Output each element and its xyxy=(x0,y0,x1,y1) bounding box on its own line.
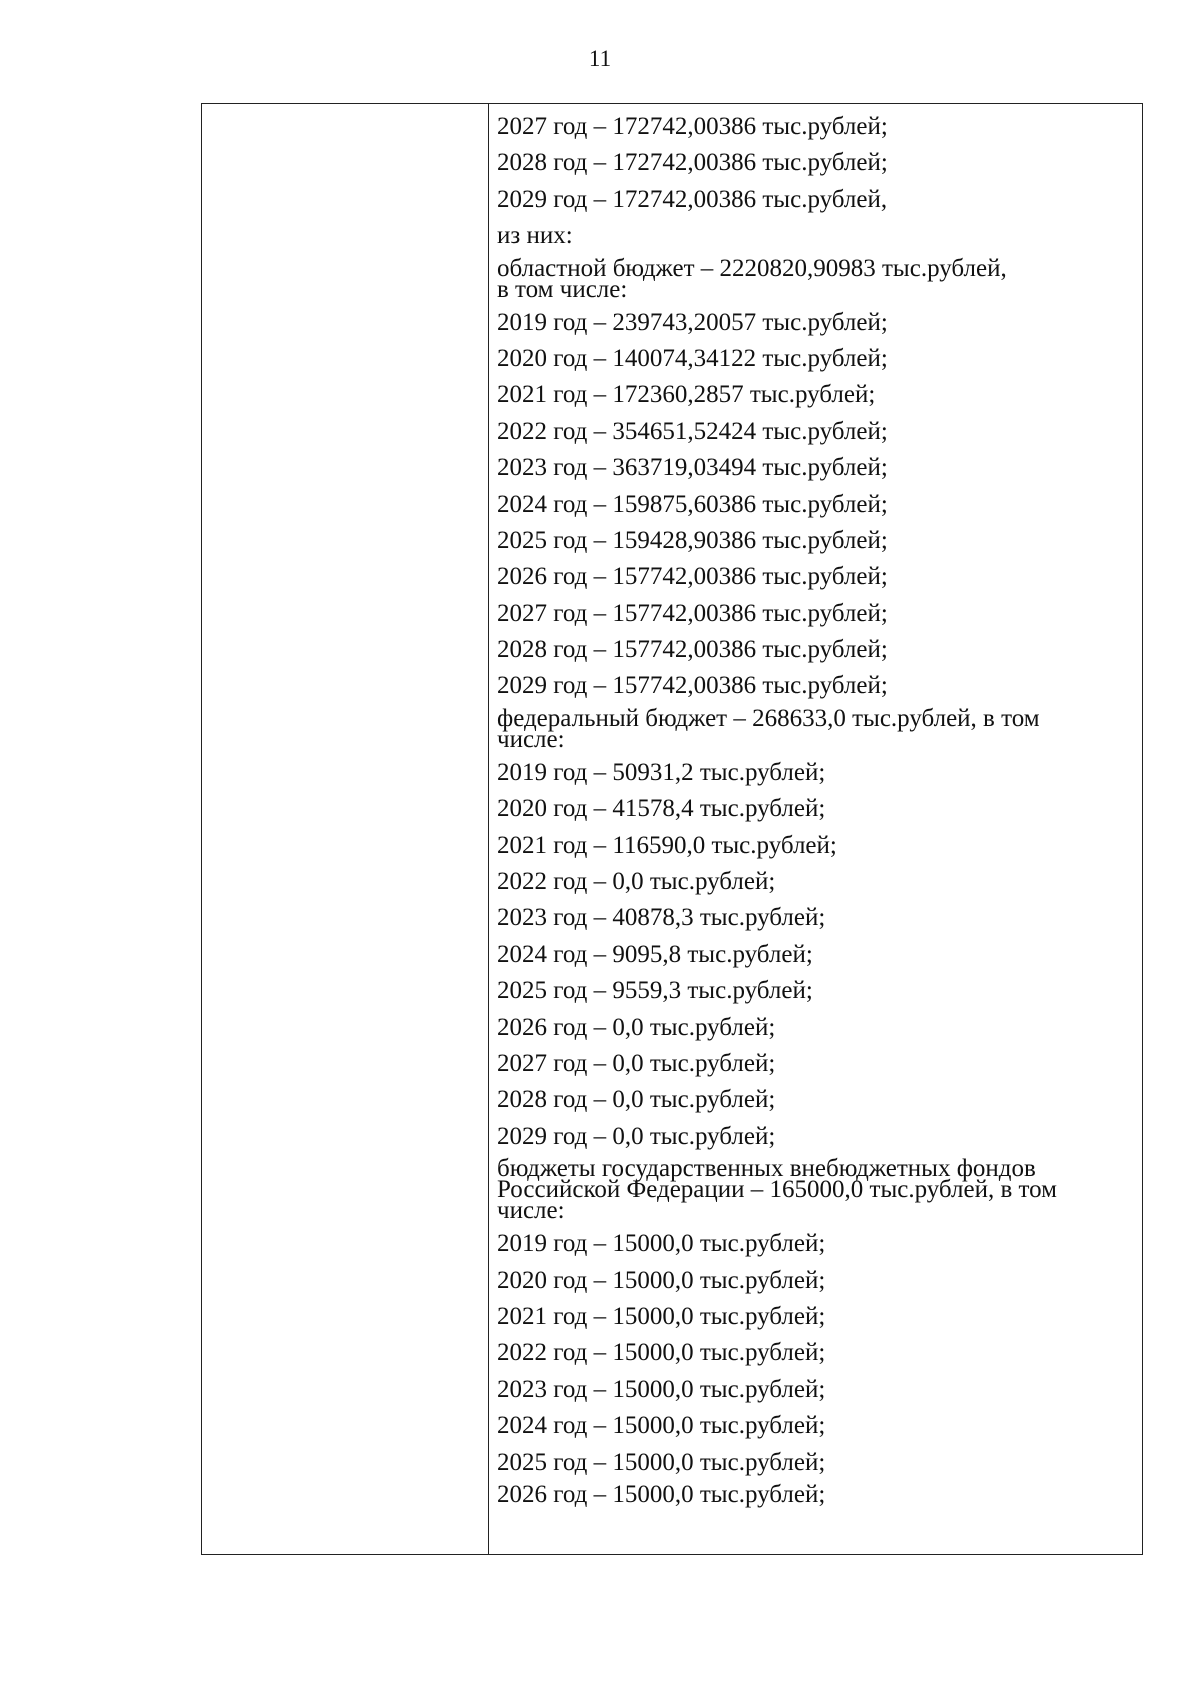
budget-line: 2019 год – 50931,2 тыс.рублей; xyxy=(497,758,826,786)
budget-line: 2021 год – 116590,0 тыс.рублей; xyxy=(497,831,837,859)
regional-budget-heading: областной бюджет – 2220820,90983 тыс.рублей, в том числе: xyxy=(497,254,1007,303)
budget-line: 2028 год – 157742,00386 тыс.рублей; xyxy=(497,636,888,664)
budget-line: 2026 год – 15000,0 тыс.рублей; xyxy=(497,1480,826,1508)
budget-line: 2026 год – 0,0 тыс.рублей; xyxy=(497,1013,776,1041)
table-label-column xyxy=(202,104,489,1554)
budget-table xyxy=(201,103,1143,1555)
budget-line: 2019 год – 239743,20057 тыс.рублей; xyxy=(497,308,888,336)
budget-line: 2024 год – 159875,60386 тыс.рублей; xyxy=(497,490,888,518)
budget-line: 2026 год – 157742,00386 тыс.рублей; xyxy=(497,563,888,591)
budget-line: 2023 год – 363719,03494 тыс.рублей; xyxy=(497,454,888,482)
budget-line: 2019 год – 15000,0 тыс.рублей; xyxy=(497,1230,826,1258)
budget-line: 2027 год – 172742,00386 тыс.рублей; xyxy=(497,113,888,140)
budget-line: 2024 год – 15000,0 тыс.рублей; xyxy=(497,1412,826,1440)
table-value-column xyxy=(489,104,1142,1554)
extrabudgetary-funds-heading: бюджеты государственных внебюджетных фондов Российской Федерации – 165000,0 тыс.рублей, в том числе: xyxy=(497,1155,1057,1225)
budget-line: 2028 год – 172742,00386 тыс.рублей; xyxy=(497,149,888,177)
budget-line: 2023 год – 40878,3 тыс.рублей; xyxy=(497,904,826,932)
budget-line: 2022 год – 0,0 тыс.рублей; xyxy=(497,868,776,896)
budget-line: 2027 год – 0,0 тыс.рублей; xyxy=(497,1049,776,1077)
budget-line: 2023 год – 15000,0 тыс.рублей; xyxy=(497,1375,826,1403)
budget-line: 2029 год – 172742,00386 тыс.рублей, xyxy=(497,185,888,213)
budget-line: 2020 год – 15000,0 тыс.рублей; xyxy=(497,1266,826,1294)
budget-line: 2025 год – 159428,90386 тыс.рублей; xyxy=(497,526,888,554)
budget-line: 2029 год – 157742,00386 тыс.рублей; xyxy=(497,672,888,700)
budget-line: 2028 год – 0,0 тыс.рублей; xyxy=(497,1086,776,1114)
budget-line: из них: xyxy=(497,222,573,250)
page-number: 11 xyxy=(588,46,612,71)
budget-line: 2022 год – 354651,52424 тыс.рублей; xyxy=(497,417,888,445)
budget-line: 2027 год – 157742,00386 тыс.рублей; xyxy=(497,599,888,627)
budget-line: 2022 год – 15000,0 тыс.рублей; xyxy=(497,1339,826,1367)
budget-line: 2025 год – 15000,0 тыс.рублей; xyxy=(497,1448,826,1476)
federal-budget-heading: федеральный бюджет – 268633,0 тыс.рублей, в том числе: xyxy=(497,704,1040,753)
budget-line: 2021 год – 172360,2857 тыс.рублей; xyxy=(497,381,876,409)
budget-line: 2021 год – 15000,0 тыс.рублей; xyxy=(497,1302,826,1330)
budget-line: 2025 год – 9559,3 тыс.рублей; xyxy=(497,977,813,1005)
budget-line: 2029 год – 0,0 тыс.рублей; xyxy=(497,1122,776,1150)
budget-line: 2020 год – 41578,4 тыс.рублей; xyxy=(497,795,826,823)
budget-line: 2024 год – 9095,8 тыс.рублей; xyxy=(497,940,813,968)
budget-line: 2020 год – 140074,34122 тыс.рублей; xyxy=(497,344,888,372)
